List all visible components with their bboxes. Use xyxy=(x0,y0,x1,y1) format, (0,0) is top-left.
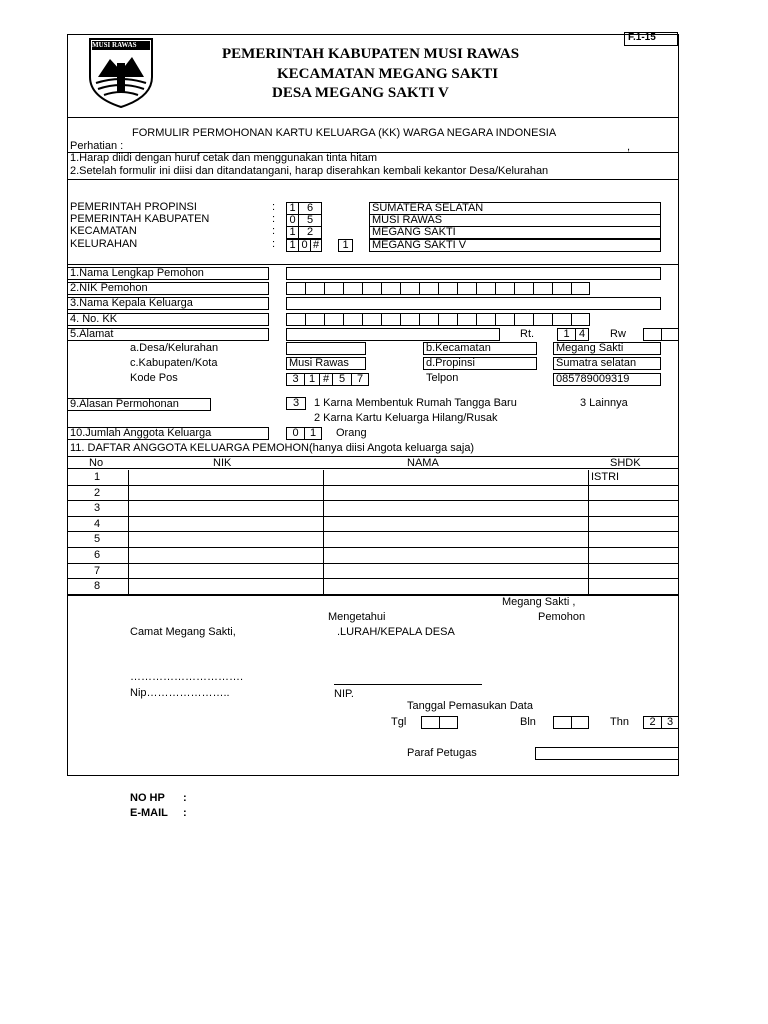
desa-input[interactable] xyxy=(286,342,366,355)
kecamatan-code-1[interactable]: 1 xyxy=(286,226,299,239)
perhatian-label: Perhatian : xyxy=(70,140,124,152)
alasan-value[interactable]: 3 xyxy=(286,397,306,410)
propinsi-code-1[interactable]: 1 xyxy=(286,202,299,215)
telpon-label: Telpon xyxy=(426,372,459,384)
row-no: 7 xyxy=(94,564,101,577)
row-no: 6 xyxy=(94,549,101,561)
form-title: FORMULIR PERMOHONAN KARTU KELUARGA (KK) WARGA NEGARA INDONESIA xyxy=(132,127,557,139)
kodepos-digit-3[interactable]: # xyxy=(319,373,333,386)
orang-label: Orang xyxy=(336,427,367,439)
header-nik: NIK xyxy=(213,457,232,469)
tgl-cell-1[interactable] xyxy=(421,716,440,729)
kabupaten-code-1[interactable]: 0 xyxy=(286,214,299,227)
rw-label: Rw xyxy=(610,328,626,340)
desa-label: a.Desa/Kelurahan xyxy=(130,342,219,354)
rw-value-2[interactable] xyxy=(661,328,679,341)
region-label-propinsi: PEMERINTAH PROPINSI xyxy=(70,201,197,213)
form-code-text: F.1-15 xyxy=(628,32,656,43)
row-no: 4 xyxy=(94,517,101,530)
rt-label: Rt. xyxy=(520,328,535,340)
jumlah-anggota-label: 10.Jumlah Anggota Keluarga xyxy=(67,427,269,440)
propinsi-name[interactable]: SUMATERA SELATAN xyxy=(369,202,661,215)
lurah-nip: NIP. xyxy=(334,688,354,700)
no-kk-label: 4. No. KK xyxy=(67,313,269,326)
propinsi-label-box: d.Propinsi xyxy=(423,357,537,370)
jumlah-digit-2[interactable]: 1 xyxy=(304,427,322,440)
bln-cell-2[interactable] xyxy=(571,716,589,729)
kodepos-label: Kode Pos xyxy=(130,372,178,384)
kodepos-digit-2[interactable]: 1 xyxy=(304,373,320,386)
kabupaten-value[interactable]: Musi Rawas xyxy=(286,357,366,370)
no-kk-cells[interactable] xyxy=(286,313,590,326)
bln-cell-1[interactable] xyxy=(553,716,572,729)
telpon-value[interactable]: 085789009319 xyxy=(553,373,661,386)
place-date: Megang Sakti , xyxy=(502,596,576,608)
paraf-petugas-box[interactable] xyxy=(535,747,679,760)
lurah-label: .LURAH/KEPALA DESA xyxy=(337,626,455,638)
kepala-keluarga-input[interactable] xyxy=(286,297,661,310)
region-label-kelurahan: KELURAHAN xyxy=(70,238,138,250)
region-label-kecamatan: KECAMATAN xyxy=(70,225,137,237)
email-label: E-MAIL xyxy=(130,807,168,819)
jumlah-digit-1[interactable]: 0 xyxy=(286,427,305,440)
rt-value-1[interactable]: 1 xyxy=(557,328,576,341)
header-line-2: KECAMATAN MEGANG SAKTI xyxy=(277,66,499,82)
tgl-cell-2[interactable] xyxy=(439,716,458,729)
header-no: No xyxy=(89,457,104,469)
region-colon: : xyxy=(272,201,276,213)
kabupaten-code-2[interactable]: 5 xyxy=(298,214,322,227)
kodepos-digit-4[interactable]: 5 xyxy=(332,373,352,386)
row-shdk[interactable]: ISTRI xyxy=(591,471,620,483)
propinsi-value[interactable]: Sumatra selatan xyxy=(553,357,661,370)
col-divider-shdk xyxy=(588,470,589,595)
kecamatan-name[interactable]: MEGANG SAKTI xyxy=(369,226,661,239)
lurah-signature-line xyxy=(334,684,482,685)
header-line-1: PEMERINTAH KABUPATEN MUSI RAWAS xyxy=(222,46,520,62)
alamat-label: 5.Alamat xyxy=(67,328,269,341)
kepala-keluarga-label: 3.Nama Kepala Keluarga xyxy=(67,297,269,310)
musi-rawas-logo xyxy=(86,37,156,109)
pemohon-label: Pemohon xyxy=(538,611,586,623)
nik-pemohon-label: 2.NIK Pemohon xyxy=(67,282,269,295)
kelurahan-code-4[interactable]: 1 xyxy=(338,239,353,252)
alasan-label: 9.Alasan Permohonan xyxy=(67,398,211,411)
alasan-option-1: 1 Karna Membentuk Rumah Tangga Baru xyxy=(314,397,517,409)
region-divider xyxy=(67,264,679,265)
header-shdk: SHDK xyxy=(610,457,641,469)
note-2: 2.Setelah formulir ini diisi dan ditandatangani, harap diserahkan kembali kekantor Desa/Kelurahan xyxy=(70,165,549,177)
row-no: 1 xyxy=(94,471,101,483)
header-line-3: DESA MEGANG SAKTI V xyxy=(272,85,449,101)
table-bottom xyxy=(67,595,679,596)
row-no: 3 xyxy=(94,502,101,515)
kecamatan-label-box: b.Kecamatan xyxy=(423,342,537,355)
tanggal-pemasukan-label: Tanggal Pemasukan Data xyxy=(407,700,533,712)
row-no: 2 xyxy=(94,486,101,499)
logo-text: MUSI RAWAS xyxy=(92,41,137,49)
kabupaten-name[interactable]: MUSI RAWAS xyxy=(369,214,661,227)
thn-label: Thn xyxy=(610,716,629,728)
header-nama: NAMA xyxy=(407,457,439,469)
kecamatan-code-2[interactable]: 2 xyxy=(298,226,322,239)
camat-signature-dots: …………………………. xyxy=(130,671,244,683)
rt-value-2[interactable]: 4 xyxy=(575,328,589,341)
propinsi-code-2[interactable]: 6 xyxy=(298,202,322,215)
note-1: 1.Harap diidi dengan huruf cetak dan menggunakan tinta hitam xyxy=(70,152,377,164)
col-divider-nama xyxy=(323,470,324,595)
header-divider xyxy=(67,117,679,118)
row-no: 8 xyxy=(94,580,101,593)
nama-pemohon-input[interactable] xyxy=(286,267,661,280)
alasan-option-2: 2 Karna Kartu Keluarga Hilang/Rusak xyxy=(314,412,498,424)
thn-cell-1[interactable]: 2 xyxy=(643,716,662,729)
nik-pemohon-cells[interactable] xyxy=(286,282,590,295)
alasan-option-3: 3 Lainnya xyxy=(580,397,628,409)
nama-pemohon-label: 1.Nama Lengkap Pemohon xyxy=(67,267,269,280)
region-label-kabupaten: PEMERINTAH KABUPATEN xyxy=(70,213,210,225)
alamat-input[interactable] xyxy=(286,328,500,341)
nohp-label: NO HP xyxy=(130,792,165,804)
rw-value-1[interactable] xyxy=(643,328,662,341)
nohp-colon: : xyxy=(183,792,187,804)
camat-nip: Nip………………….. xyxy=(130,687,230,699)
members-table xyxy=(67,456,679,469)
mengetahui-label: Mengetahui xyxy=(328,611,386,623)
kabupaten-label: c.Kabupaten/Kota xyxy=(130,357,218,369)
thn-cell-2[interactable]: 3 xyxy=(661,716,679,729)
kodepos-digit-5[interactable]: 7 xyxy=(351,373,369,386)
email-colon: : xyxy=(183,807,187,819)
region-colon: : xyxy=(272,238,276,250)
region-colon: : xyxy=(272,225,276,237)
bln-label: Bln xyxy=(520,716,536,728)
members-header-row xyxy=(67,456,679,469)
row-no: 5 xyxy=(94,533,101,546)
kelurahan-code-1[interactable]: 1 xyxy=(286,239,299,252)
tgl-label: Tgl xyxy=(391,716,407,728)
col-divider-nik xyxy=(128,470,129,595)
kodepos-digit-1[interactable]: 3 xyxy=(286,373,305,386)
kelurahan-code-2[interactable]: 0 xyxy=(298,239,311,252)
kecamatan-value[interactable]: Megang Sakti xyxy=(553,342,661,355)
paraf-petugas-label: Paraf Petugas xyxy=(407,747,477,759)
notes-divider xyxy=(67,179,679,180)
kelurahan-name[interactable]: MEGANG SAKTI V xyxy=(369,239,661,252)
camat-label: Camat Megang Sakti, xyxy=(130,626,236,638)
kelurahan-code-3[interactable]: # xyxy=(310,239,322,252)
members-title: 11. DAFTAR ANGGOTA KELUARGA PEMOHON(hanya diisi Angota keluarga saja) xyxy=(70,442,475,454)
perhatian-comma: , xyxy=(627,141,631,153)
region-colon: : xyxy=(272,213,276,225)
